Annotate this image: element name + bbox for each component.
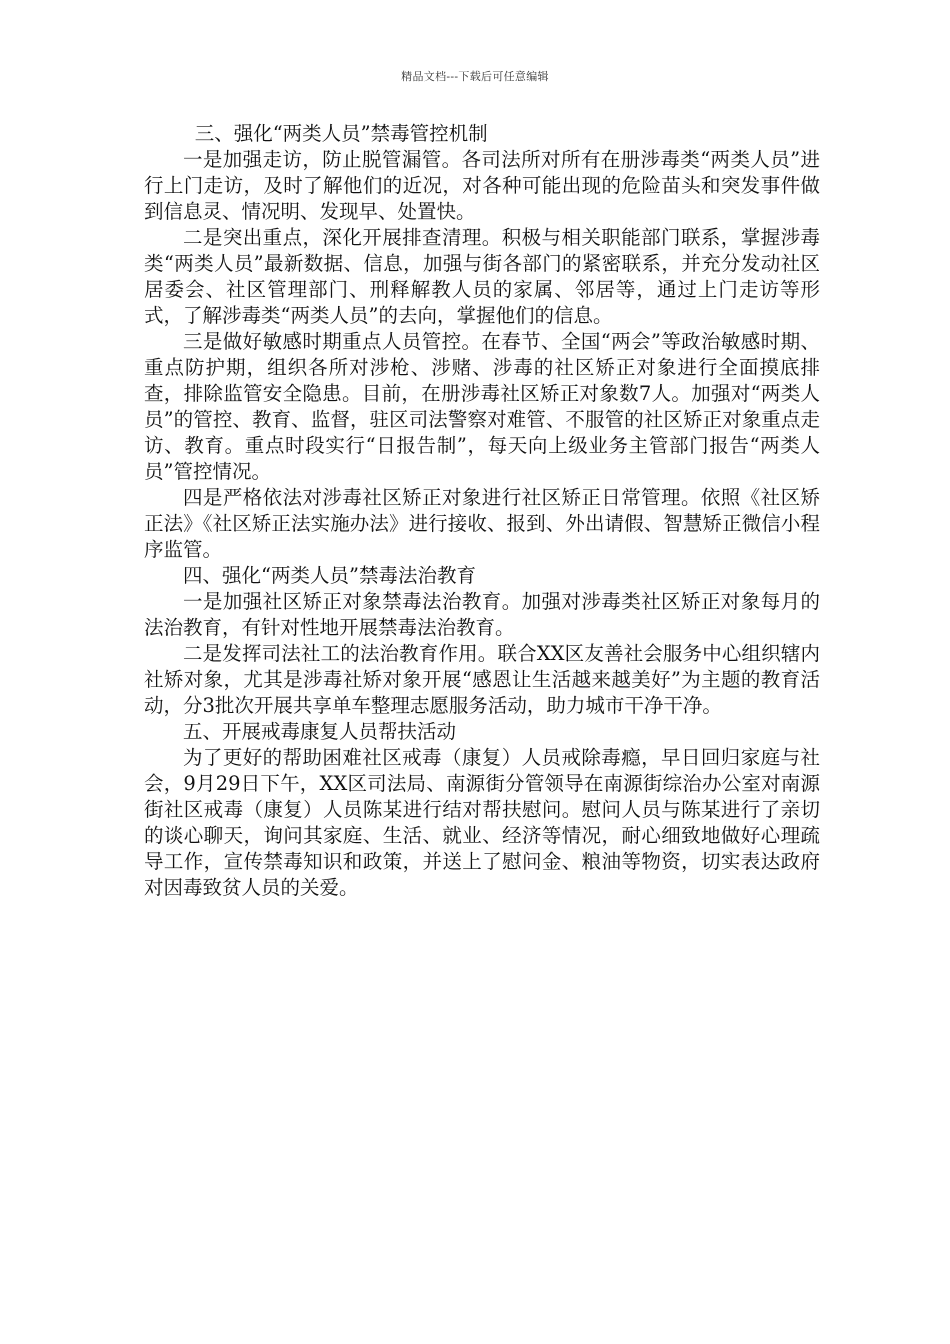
paragraph: 为了更好的帮助困难社区戒毒（康复）人员戒除毒瘾，早日回归家庭与社会，9月29日下午，XX区司法局、南源街分管领导在南源街综治办公室对南源街社区戒毒（康复）人员陈某进行结对帮扶慰问。慰问人员与陈某进行了亲切的谈心聊天，询问其家庭、生活、就业、经济等情况，耐心细致地做好心理疏导工作，宣传禁毒知识和政策，并送上了慰问金、粮油等物资，切实表达政府对因毒致贫人员的关爱。 [144,746,820,899]
paragraph: 四是严格依法对涉毒社区矫正对象进行社区矫正日常管理。依照《社区矫正法》《社区矫正法实施办法》进行接收、报到、外出请假、智慧矫正微信小程序监管。 [144,486,820,561]
paragraph: 二是突出重点，深化开展排查清理。积极与相关职能部门联系，掌握涉毒类“两类人员”最新数据、信息，加强与街各部门的紧密联系，并充分发动社区居委会、社区管理部门、刑释解教人员的家属、邻居等，通过上门走访等形式，了解涉毒类“两类人员”的去向，掌握他们的信息。 [144,226,820,327]
section-heading-4: 四、强化“两类人员”禁毒法治教育 [183,564,476,587]
paragraph: 二是发挥司法社工的法治教育作用。联合XX区友善社会服务中心组织辖内社矫对象，尤其是涉毒社矫对象开展“感恩让生活越来越美好”为主题的教育活动，分3批次开展共享单车整理志愿服务活动，助力城市干净干净。 [144,642,820,717]
paragraph: 一是加强社区矫正对象禁毒法治教育。加强对涉毒类社区矫正对象每月的法治教育，有针对性地开展禁毒法治教育。 [144,590,820,639]
paragraph: 一是加强走访，防止脱管漏管。各司法所对所有在册涉毒类“两类人员”进行上门走访，及时了解他们的近况，对各种可能出现的危险苗头和突发事件做到信息灵、情况明、发现早、处置快。 [144,148,820,223]
section-heading-3: 三、强化“两类人员”禁毒管控机制 [194,122,488,145]
document-body [144,121,820,901]
page-header-note: 精品文档---下载后可任意编辑 [401,70,549,83]
paragraph: 三是做好敏感时期重点人员管控。在春节、全国“两会”等政治敏感时期、重点防护期，组织各所对涉枪、涉赌、涉毒的社区矫正对象进行全面摸底排查，排除监管安全隐患。目前，在册涉毒社区矫正对象数7人。加强对“两类人员”的管控、教育、监督，驻区司法警察对难管、不服管的社区矫正对象重点走访、教育。重点时段实行“日报告制”，每天向上级业务主管部门报告“两类人员”管控情况。 [144,330,820,483]
section-heading-5: 五、开展戒毒康复人员帮扶活动 [183,720,457,743]
